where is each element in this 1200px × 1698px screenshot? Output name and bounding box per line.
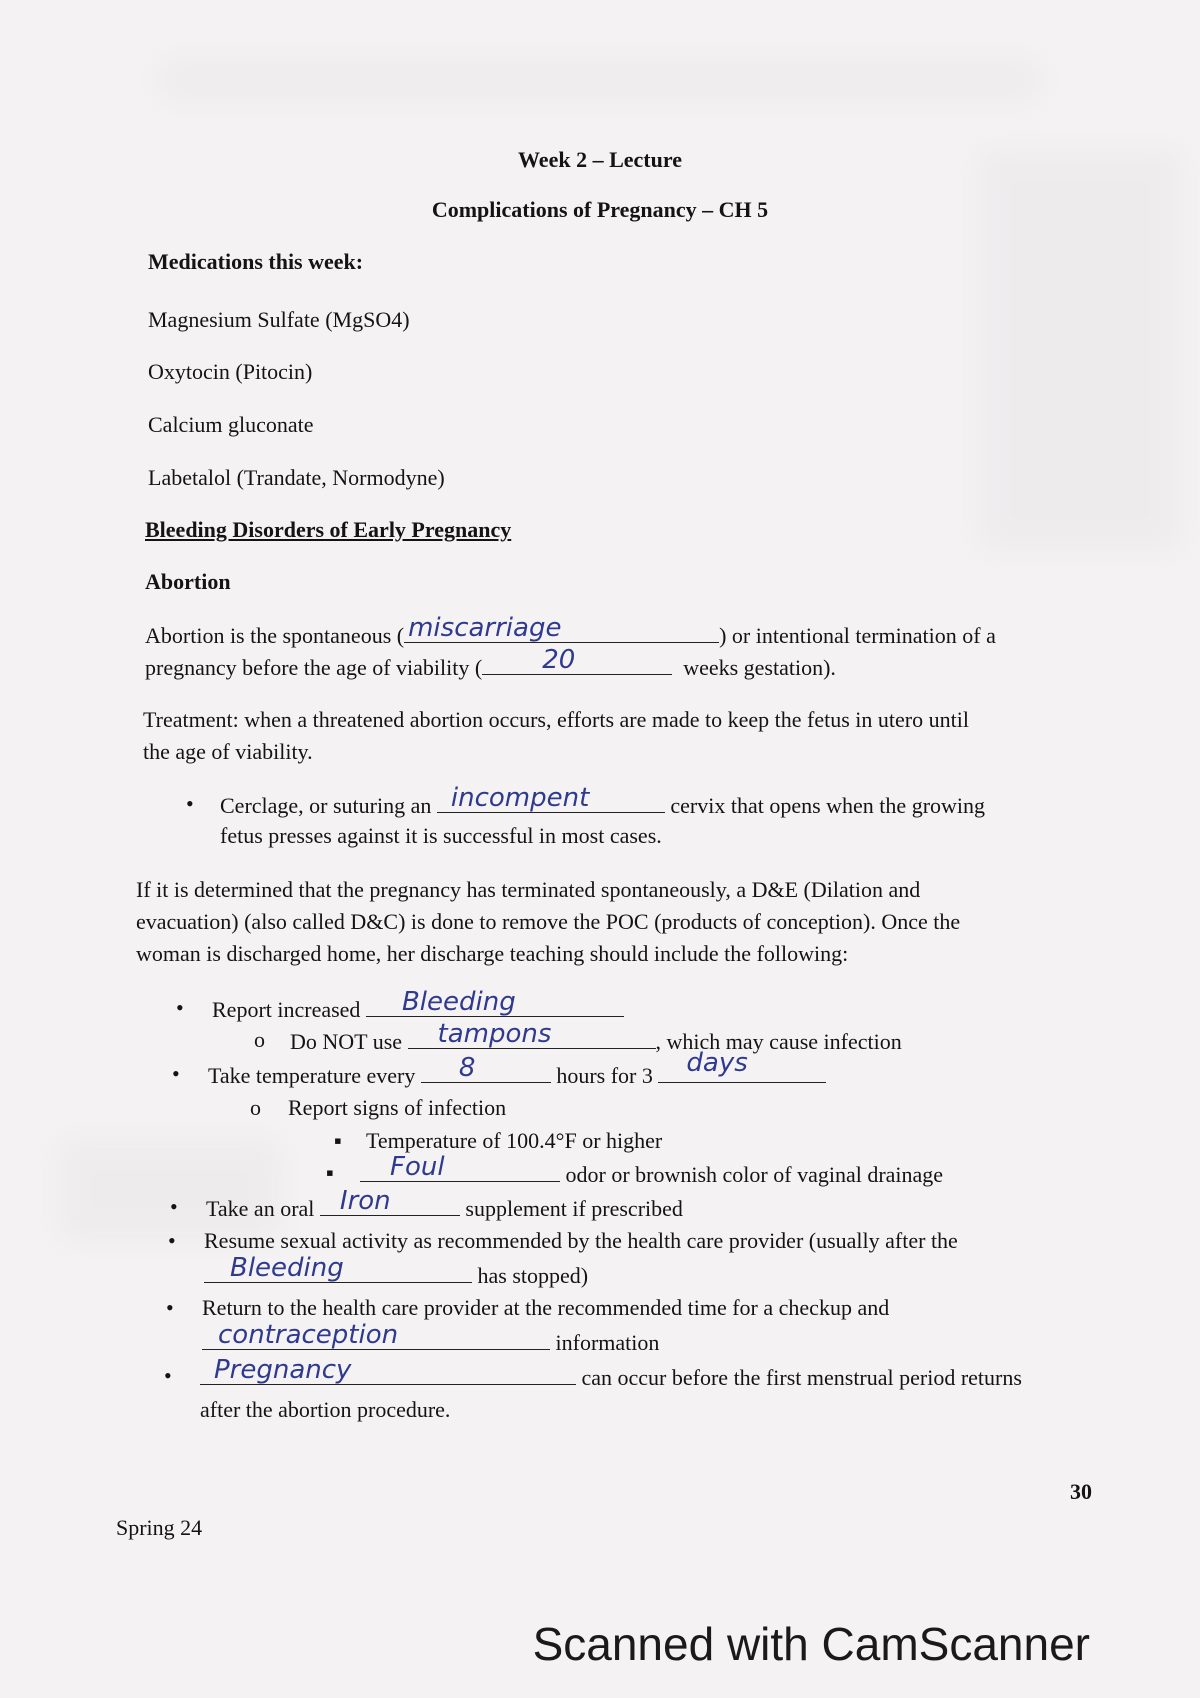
bleed-through-shade: [160, 60, 1040, 100]
medication-item: Oxytocin (Pitocin): [148, 359, 313, 384]
abortion-definition-line-2: pregnancy before the age of viability ( 20 weeks gestation).: [145, 645, 836, 680]
teaching-fever: Temperature of 100.4°F or higher: [366, 1128, 663, 1153]
teaching-pregnancy-line-2: after the abortion procedure.: [200, 1397, 451, 1422]
handwritten-answer: Bleeding: [401, 987, 516, 1017]
teaching-no-tampons: Do NOT use tampons , which may cause infection: [290, 1019, 902, 1054]
abortion-heading: Abortion: [145, 569, 231, 594]
bullet-marker: •: [164, 1363, 172, 1388]
bullet-marker: •: [176, 995, 184, 1020]
medication-item: Calcium gluconate: [148, 412, 314, 437]
discharge-paragraph-line-1: If it is determined that the pregnancy has terminated spontaneously, a D&E (Dilation and: [136, 877, 921, 902]
fill-in-blank: [482, 645, 672, 675]
fill-in-blank: [658, 1048, 826, 1083]
handwritten-answer: days: [686, 1048, 748, 1078]
bullet-marker: •: [170, 1194, 178, 1219]
medications-heading: Medications this week:: [148, 249, 364, 274]
square-bullet-marker: ▪: [334, 1128, 342, 1153]
medication-item: Labetalol (Trandate, Normodyne): [148, 465, 445, 490]
bullet-marker: •: [166, 1295, 174, 1320]
teaching-pregnancy-line-1: Pregnancy can occur before the first menstrual period returns: [200, 1362, 1022, 1392]
fill-in-blank: [408, 1019, 656, 1049]
fill-in-blank: [404, 613, 719, 643]
handwritten-answer: tampons: [437, 1019, 552, 1049]
fill-in-blank: [421, 1053, 551, 1083]
bleed-through-shade: [60, 1140, 280, 1240]
handwritten-answer: miscarriage: [408, 613, 562, 643]
fill-in-blank: [200, 1355, 576, 1385]
handwritten-answer: Bleeding: [230, 1253, 344, 1283]
teaching-odor: Foul odor or brownish color of vaginal drainage: [360, 1159, 943, 1189]
bullet-marker: •: [186, 791, 194, 816]
fill-in-blank: [360, 1152, 560, 1182]
teaching-temperature: Take temperature every 8 hours for 3 days: [208, 1060, 826, 1090]
bullet-marker: •: [168, 1228, 176, 1253]
handwritten-answer: contraception: [218, 1320, 399, 1350]
abortion-definition-line-1: Abortion is the spontaneous ( miscarriage ) or intentional termination of a: [145, 613, 996, 648]
handwritten-answer: Pregnancy: [214, 1355, 352, 1385]
page-number: 30: [1070, 1479, 1092, 1504]
square-bullet-marker: ▪: [326, 1160, 334, 1185]
handwritten-answer: 20: [542, 645, 576, 675]
fill-in-blank: [320, 1186, 460, 1216]
cerclage-line-2: fetus presses against it is successful in most cases.: [220, 823, 662, 848]
term-label: Spring 24: [116, 1515, 203, 1540]
sub-bullet-marker: o: [250, 1095, 261, 1120]
page-subtitle: Complications of Pregnancy – CH 5: [431, 197, 769, 222]
page-title: Week 2 – Lecture: [518, 147, 682, 172]
medication-item: Magnesium Sulfate (MgSO4): [148, 307, 410, 332]
fill-in-blank: [437, 783, 665, 813]
section-heading: Bleeding Disorders of Early Pregnancy: [145, 517, 512, 542]
teaching-signs-infection: Report signs of infection: [288, 1095, 507, 1120]
teaching-return-line-1: Return to the health care provider at the recommended time for a checkup and: [202, 1295, 890, 1320]
bullet-marker: •: [172, 1061, 180, 1086]
cerclage-line-1: Cerclage, or suturing an incompent cervix that opens when the growing: [220, 783, 986, 818]
discharge-paragraph-line-3: woman is discharged home, her discharge teaching should include the following:: [136, 941, 849, 966]
handwritten-answer: Foul: [390, 1152, 445, 1182]
teaching-iron: Take an oral Iron supplement if prescribed: [206, 1186, 683, 1221]
teaching-sexual-activity-line-1: Resume sexual activity as recommended by the health care provider (usually after the: [204, 1228, 958, 1253]
fill-in-blank: [366, 987, 624, 1017]
scanner-watermark: Scanned with CamScanner: [532, 1618, 1090, 1670]
treatment-line-1: Treatment: when a threatened abortion occurs, efforts are made to keep the fetus in utero until: [143, 707, 969, 732]
handwritten-answer: Iron: [339, 1186, 391, 1216]
handwritten-answer: incompent: [450, 783, 590, 813]
teaching-sexual-activity-line-2: Bleeding has stopped): [204, 1260, 588, 1290]
sub-bullet-marker: o: [254, 1027, 265, 1052]
discharge-paragraph-line-2: evacuation) (also called D&C) is done to remove the POC (products of conception). Once the: [136, 909, 961, 934]
teaching-return-line-2: contraception information: [202, 1327, 659, 1357]
treatment-line-2: the age of viability.: [143, 739, 313, 764]
teaching-report-bleeding: Report increased Bleeding: [212, 994, 624, 1024]
handwritten-answer: 8: [458, 1053, 476, 1083]
